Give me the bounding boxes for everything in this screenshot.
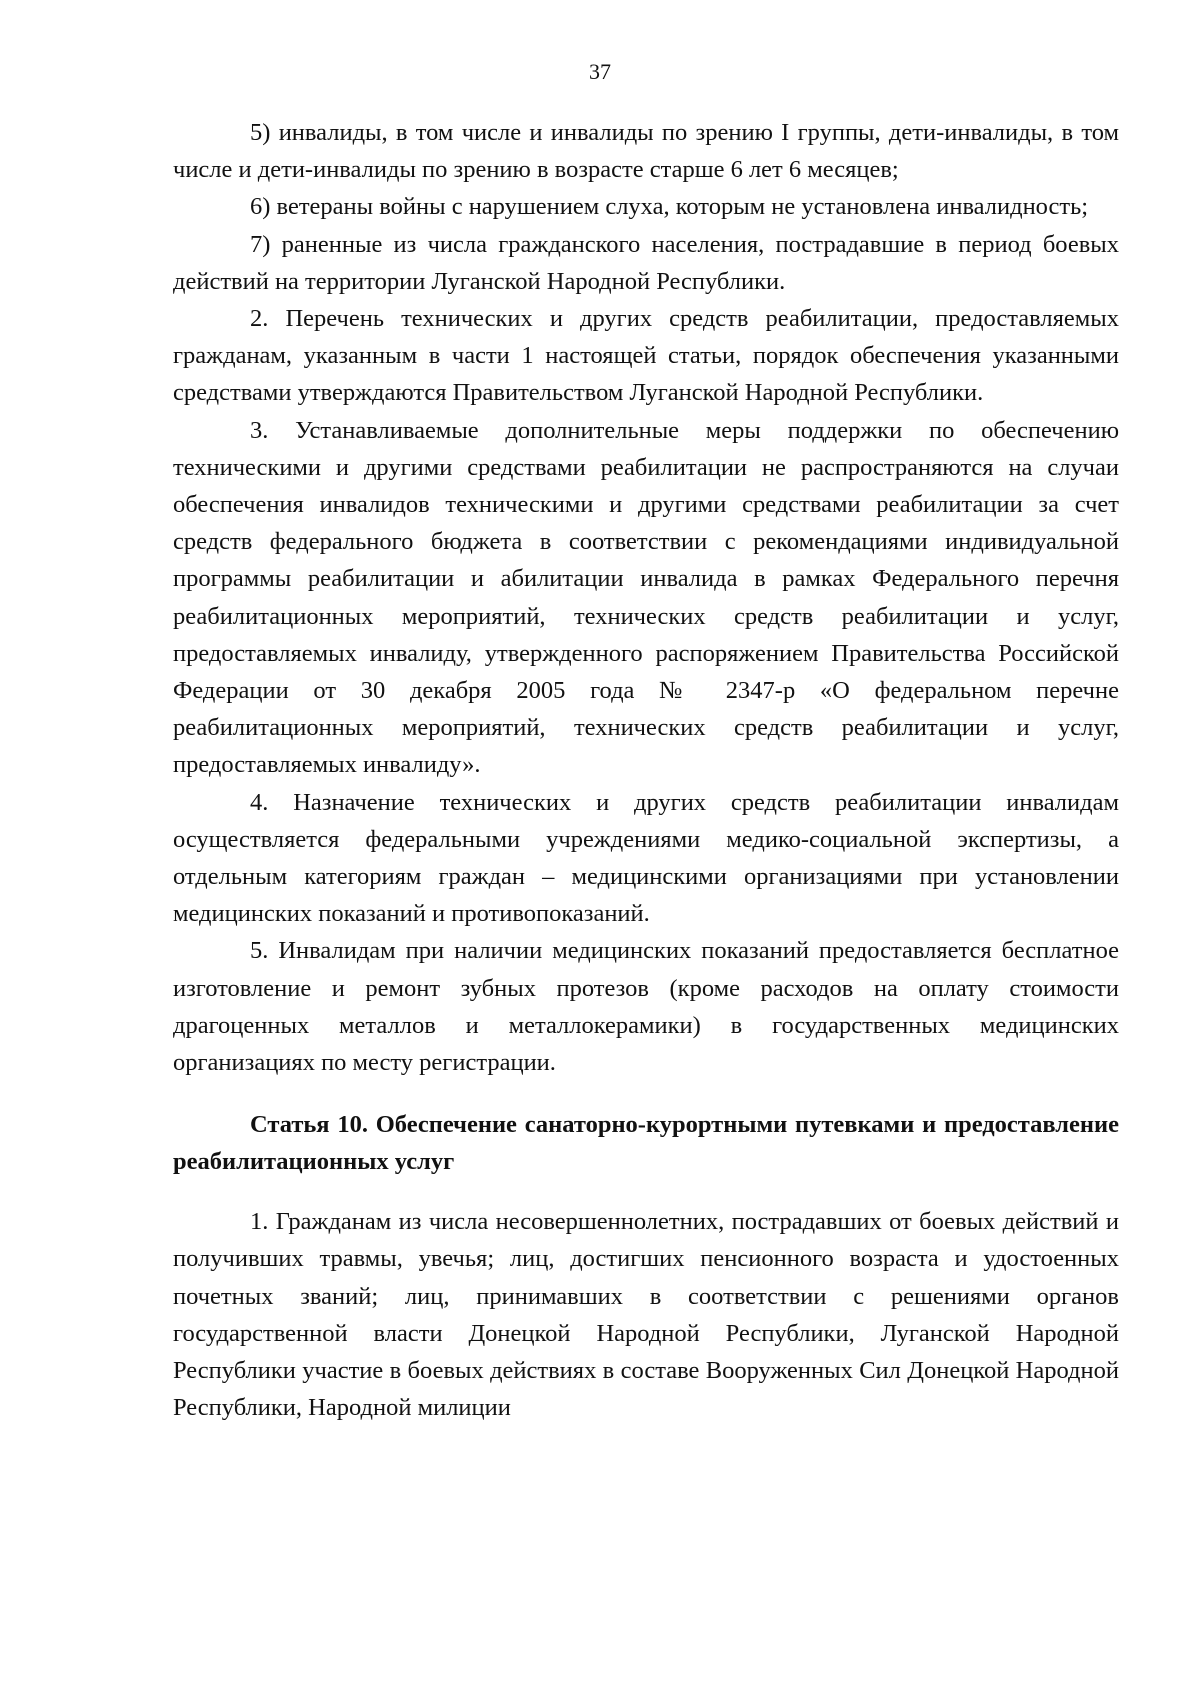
paragraph-part-2: 2. Перечень технических и других средств реабилитации, предоставляемых гражданам, указанным в части 1 настоящей статьи, порядок обеспечения указанными средствами утверждаются Правительством Луганской Народной Республики.	[173, 305, 1119, 407]
paragraph-item-5: 5) инвалиды, в том числе и инвалиды по зрению I группы, дети-инвалиды, в том числе и дети-инвалиды по зрению в возрасте старше 6 лет 6 месяцев;	[173, 119, 1119, 184]
paragraph-item-6: 6) ветераны войны с нарушением слуха, которым не установлена инвалидность;	[250, 193, 1089, 221]
paragraph-part-4: 4. Назначение технических и других средств реабилитации инвалидам осуществляется федеральными учреждениями медико-социальной экспертизы, а отдельным категориям граждан – медицинскими организациями при установлении медицинских показаний и противопоказаний.	[173, 788, 1119, 928]
document-body	[173, 114, 1119, 1427]
article-heading: Статья 10. Обеспечение санаторно-курортными путевками и предоставление реабилитационных услуг	[173, 1111, 1119, 1176]
paragraph-article-10-part-1: 1. Гражданам из числа несовершеннолетних, пострадавших от боевых действий и получивших травмы, увечья; лиц, достигших пенсионного возраста и удостоенных почетных званий; лиц, принимавших в соответствии с решениями органов государственной власти Донецкой Народной Республики, Луганской Народной Республики участие в боевых действиях в составе Вооруженных Сил Донецкой Народной Республики, Народной милиции	[173, 1208, 1119, 1422]
paragraph-item-7: 7) раненные из числа гражданского населения, пострадавшие в период боевых действий на территории Луганской Народной Республики.	[173, 230, 1119, 295]
paragraph-part-5: 5. Инвалидам при наличии медицинских показаний предоставляется бесплатное изготовление и ремонт зубных протезов (кроме расходов на оплату стоимости драгоценных металлов и металлокерамики) в государственных медицинских организациях по месту регистрации.	[173, 937, 1119, 1077]
page-number: 37	[589, 59, 611, 84]
paragraph-part-3: 3. Устанавливаемые дополнительные меры поддержки по обеспечению техническими и другими средствами реабилитации не распространяются на случаи обеспечения инвалидов техническими и другими средствами реабилитации за счет средств федерального бюджета в соответствии с рекомендациями индивидуальной программы реабилитации и абилитации инвалида в рамках Федерального перечня реабилитационных мероприятий, технических средств реабилитации и услуг, предоставляемых инвалиду, утвержденного распоряжением Правительства Российской Федерации от 30 декабря 2005 года № 2347-р «О федеральном перечне реабилитационных мероприятий, технических средств реабилитации и услуг, предоставляемых инвалиду».	[173, 416, 1119, 779]
